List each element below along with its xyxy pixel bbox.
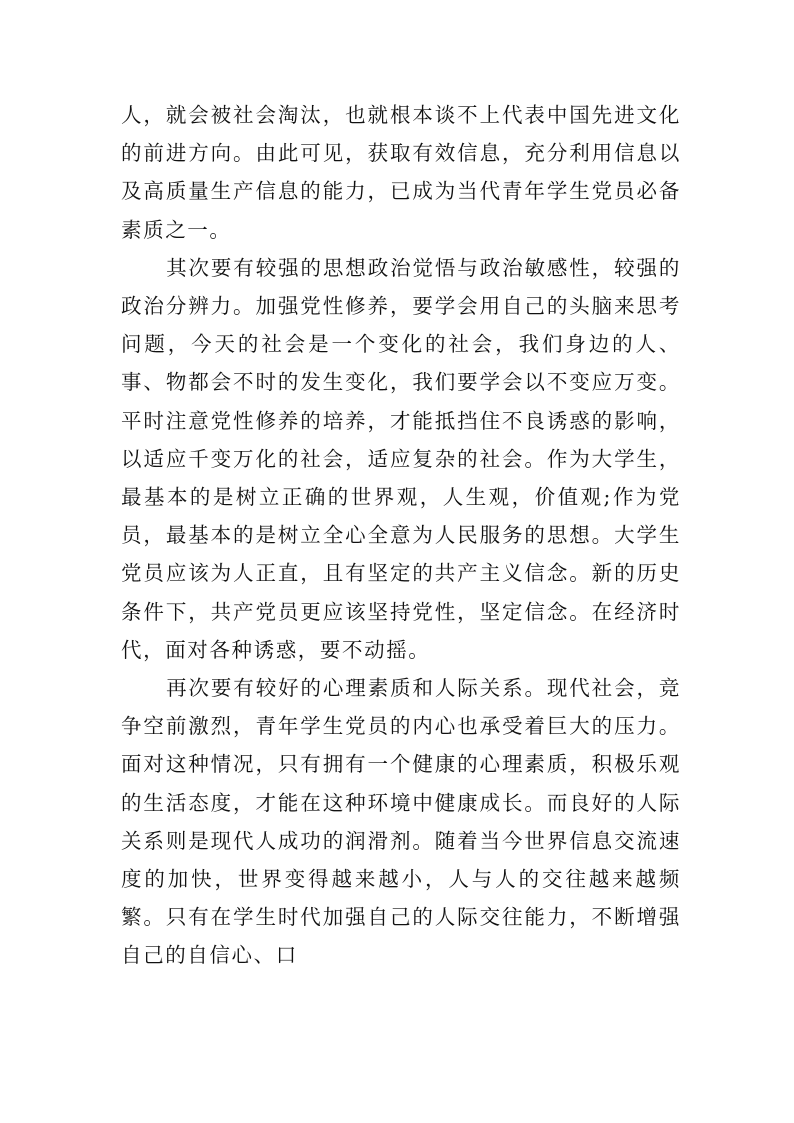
paragraph-political-awareness: 其次要有较强的思想政治觉悟与政治敏感性，较强的政治分辨力。加强党性修养，要学会用自己的头脑来思考问题，今天的社会是一个变化的社会，我们身边的人、事、物都会不时的发生变化，我们要学会以不变应万变。平时注意党性修养的培养，才能抵挡住不良诱惑的影响，以适应千变万化的社会，适应复杂的社会。作为大学生，最基本的是树立正确的世界观，人生观，价值观;作为党员，最基本的是树立全心全意为人民服务的思想。大学生党员应该为人正直，且有坚定的共产主义信念。新的历史条件下，共产党员更应该坚持党性，坚定信念。在经济时代，面对各种诱惑，要不动摇。 xyxy=(121,255,681,662)
document-body xyxy=(121,96,681,975)
paragraph-continuation: 人，就会被社会淘汰，也就根本谈不上代表中国先进文化的前进方向。由此可见，获取有效信息，充分利用信息以及高质量生产信息的能力，已成为当代青年学生党员必备素质之一。 xyxy=(121,103,681,242)
paragraph-psychology-relations: 再次要有较好的心理素质和人际关系。现代社会，竞争空前激烈，青年学生党员的内心也承受着巨大的压力。面对这种情况，只有拥有一个健康的心理素质，积极乐观的生活态度，才能在这种环境中健康成长。而良好的人际关系则是现代人成功的润滑剂。随着当今世界信息交流速度的加快，世界变得越来越小，人与人的交往越来越频繁。只有在学生时代加强自己的人际交往能力，不断增强自己的自信心、口 xyxy=(121,676,681,968)
